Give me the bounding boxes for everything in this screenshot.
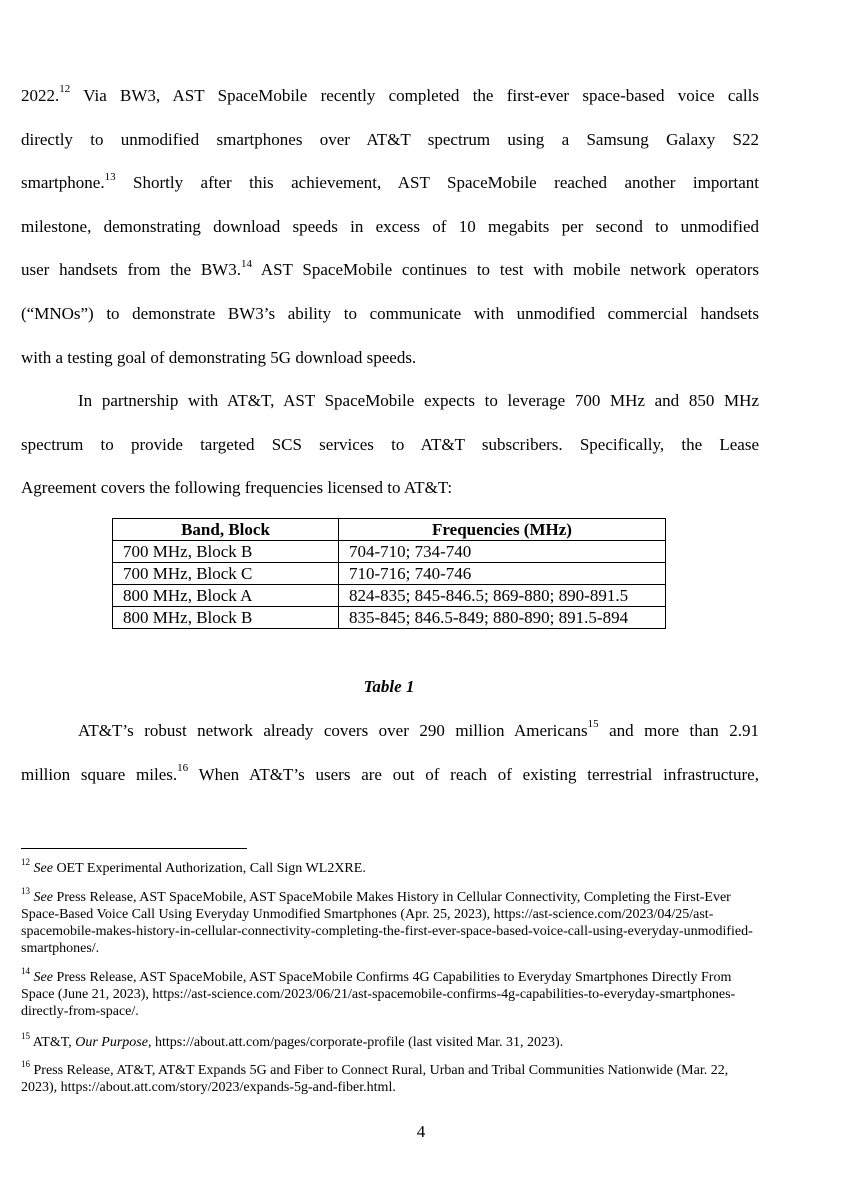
footnote-12: $^{12}$ See OET Experimental Authorization, Call Sign WL2XRE. bbox=[21, 857, 366, 876]
footnote-15: $^{15}$ AT&T, Our Purpose, https://about.att.com/pages/corporate-profile (last visited Mar. 31, 2023). bbox=[21, 1031, 564, 1050]
footnote-15-link-text[interactable]: , https://about.att.com/pages/corporate-profile (last visited Mar. 31, 2023). bbox=[147, 1035, 564, 1050]
footnote-16-link-text[interactable]: Press Release, AT&T, AT&T Expands 5G and Fiber to Connect Rural, Urban and Tribal Communities Nationwide (Mar. 22, 2023), https://about.att.com/story/2023/expands-5g-and-fiber.html. bbox=[21, 1063, 729, 1095]
paragraph-1-line: (“MNOs”) to demonstrate BW3’s ability to communicate with unmodified commercial handsets bbox=[21, 303, 759, 323]
paragraph-1-line: milestone, demonstrating download speeds in excess of 10 megabits per second to unmodified bbox=[21, 216, 759, 236]
paragraph-1 bbox=[21, 74, 759, 379]
footnote-13-link-text[interactable]: Press Release, AST SpaceMobile, AST SpaceMobile Makes History in Cellular Connectivity, Completing the First-Ever Space-Based Voice Call Using Everyday Unmodified Smartphones (Apr. 25, 2023), https://ast-science.com/2023/04/25/ast-spacemobile-makes-history-in-cellular-connectivity-completing-the-first-ever-space-based-voice-call-using-everyday-unmodified-smartphones/. bbox=[21, 890, 753, 956]
footnote-ref-13[interactable]: 13 bbox=[104, 170, 116, 183]
footnote-14: $^{14}$ See Press Release, AST SpaceMobile, AST SpaceMobile Confirms 4G Capabilities to Everyday Smartphones Directly From Space (June 21, 2023), https://ast-science.com/2023/06/21/ast-spacemobile-confirms-4g-capabilities-to-everyday-smartphones-directly-from-space/. bbox=[21, 966, 736, 1019]
paragraph-3 bbox=[21, 709, 759, 796]
footnote-ref-14[interactable]: 14 bbox=[240, 257, 252, 270]
paragraph-2-line: Agreement covers the following frequencies licensed to AT&T: bbox=[21, 478, 453, 498]
paragraph-1-line: with a testing goal of demonstrating 5G download speeds. bbox=[21, 347, 417, 367]
footnote-ref-15[interactable]: 15 bbox=[587, 718, 599, 731]
frequency-table bbox=[112, 518, 666, 629]
footnote-16: $^{16}$ Press Release, AT&T, AT&T Expands 5G and Fiber to Connect Rural, Urban and Tribal Communities Nationwide (Mar. 22, 2023), https://about.att.com/story/2023/expands-5g-and-fiber.html. bbox=[21, 1059, 729, 1095]
table-cell-frequencies: 824-835; 845-846.5; 869-880; 890-891.5 bbox=[339, 585, 666, 607]
footnote-ref-12[interactable]: 12 bbox=[59, 83, 71, 96]
footnote-14-link-text[interactable]: Press Release, AST SpaceMobile, AST SpaceMobile Confirms 4G Capabilities to Everyday Smartphones Directly From Space (June 21, 2023), https://ast-science.com/2023/06/21/ast-spacemobile-confirms-4g-capabilities-to-everyday-smartphones-directly-from-space/. bbox=[21, 970, 736, 1019]
table-cell-band: 800 MHz, Block A bbox=[113, 585, 339, 607]
footnote-ref-16[interactable]: 16 bbox=[177, 761, 189, 774]
table-cell-band: 700 MHz, Block B bbox=[113, 541, 339, 563]
table-row bbox=[113, 563, 666, 585]
paragraph-1-line: directly to unmodified smartphones over AT&T spectrum using a Samsung Galaxy S22 bbox=[21, 129, 759, 149]
table-cell-frequencies: 835-845; 846.5-849; 880-890; 891.5-894 bbox=[339, 607, 666, 629]
table-cell-frequencies: 710-716; 740-746 bbox=[339, 563, 666, 585]
table-header-cell: Band, Block bbox=[113, 519, 339, 541]
table-header-cell: Frequencies (MHz) bbox=[339, 519, 666, 541]
table-row bbox=[113, 607, 666, 629]
footnote-13: $^{13}$ See Press Release, AST SpaceMobile, AST SpaceMobile Makes History in Cellular Connectivity, Completing the First-Ever Space-Based Voice Call Using Everyday Unmodified Smartphones (Apr. 25, 2023), https://ast-science.com/2023/04/25/ast-spacemobile-makes-history-in-cellular-connectivity-completing-the-first-ever-space-based-voice-call-using-everyday-unmodified-smartphones/. bbox=[21, 886, 753, 956]
paragraph-3-line: million square miles.$^{16}$ When AT&T’s users are out of reach of existing terrestrial infrastructure, bbox=[21, 761, 759, 784]
table-cell-band: 800 MHz, Block B bbox=[113, 607, 339, 629]
paragraph-2-line: spectrum to provide targeted SCS services to AT&T subscribers. Specifically, the Lease bbox=[21, 434, 759, 454]
table-header-row bbox=[113, 519, 666, 541]
table-cell-band: 700 MHz, Block C bbox=[113, 563, 339, 585]
paragraph-1-line: smartphone.$^{13}$ Shortly after this achievement, AST SpaceMobile reached another important bbox=[21, 170, 759, 193]
paragraph-3-line: AT&T’s robust network already covers over 290 million Americans$^{15}$ and more than 2.91 bbox=[78, 718, 759, 740]
table-row bbox=[113, 541, 666, 563]
page-number: 4 bbox=[416, 1122, 426, 1141]
paragraph-1-line: 2022.12 Via BW3, AST SpaceMobile recently completed the first-ever space-based voice calls bbox=[21, 83, 759, 105]
paragraph-1-line: user handsets from the BW3.14 AST SpaceMobile continues to test with mobile network operators bbox=[21, 257, 759, 280]
paragraph-2-line: In partnership with AT&T, AST SpaceMobile expects to leverage 700 MHz and 850 MHz bbox=[78, 391, 759, 410]
footnote-separator bbox=[21, 848, 247, 849]
table-row bbox=[113, 585, 666, 607]
table-cell-frequencies: 704-710; 734-740 bbox=[339, 541, 666, 563]
table-caption: Table 1 bbox=[363, 677, 415, 696]
paragraph-2 bbox=[21, 379, 759, 510]
